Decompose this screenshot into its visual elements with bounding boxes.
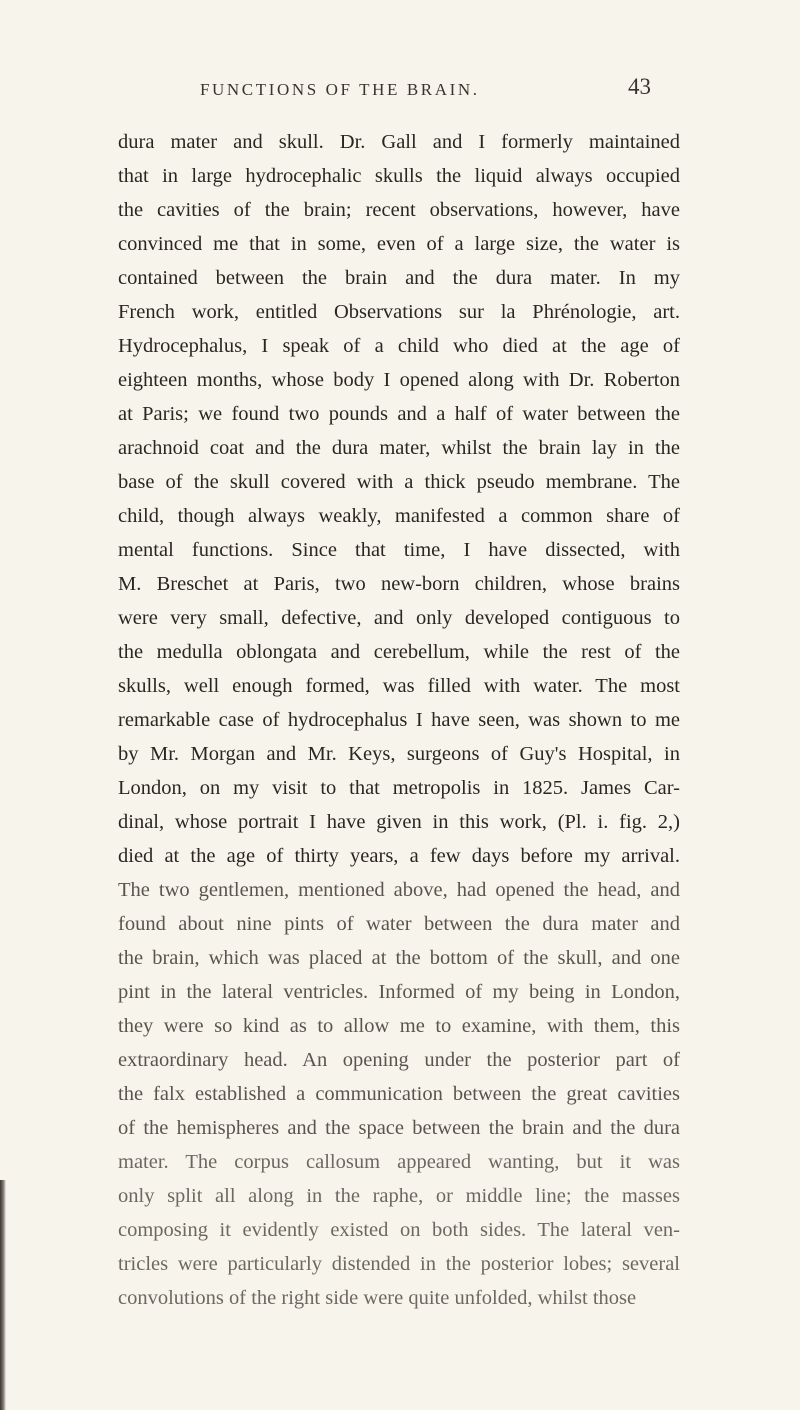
text-line: skulls, well enough formed, was filled with water. The most — [118, 675, 680, 697]
text-line: child, though always weakly, manifested a common share of — [118, 505, 680, 527]
text-line: found about nine pints of water between the dura mater and — [118, 913, 680, 935]
text-line: mater. The corpus callosum appeared wanting, but it was — [118, 1151, 680, 1173]
text-line: that in large hydrocephalic skulls the liquid always occupied — [118, 165, 680, 187]
text-line: the brain, which was placed at the bottom of the skull, and one — [118, 947, 680, 969]
text-line: base of the skull covered with a thick pseudo membrane. The — [118, 471, 680, 493]
text-line: died at the age of thirty years, a few days before my arrival. — [118, 845, 680, 867]
text-line: arachnoid coat and the dura mater, whilst the brain lay in the — [118, 437, 680, 459]
text-line: eighteen months, whose body I opened along with Dr. Roberton — [118, 369, 680, 391]
text-line: contained between the brain and the dura mater. In my — [118, 267, 680, 289]
text-line: dinal, whose portrait I have given in this work, (Pl. i. fig. 2,) — [118, 811, 680, 833]
text-line: tricles were particularly distended in the posterior lobes; several — [118, 1253, 680, 1275]
text-line: composing it evidently existed on both sides. The lateral ven- — [118, 1219, 680, 1241]
running-title: FUNCTIONS OF THE BRAIN. — [200, 80, 480, 99]
text-line: the falx established a communication between the great cavities — [118, 1083, 680, 1105]
text-line: at Paris; we found two pounds and a half of water between the — [118, 403, 680, 425]
text-line: only split all along in the raphe, or middle line; the masses — [118, 1185, 680, 1207]
text-line: London, on my visit to that metropolis in 1825. James Car- — [118, 777, 680, 799]
text-line: Hydrocephalus, I speak of a child who died at the age of — [118, 335, 680, 357]
text-line: pint in the lateral ventricles. Informed of my being in London, — [118, 981, 680, 1003]
text-line: were very small, defective, and only developed contiguous to — [118, 607, 680, 629]
text-line: they were so kind as to allow me to examine, with them, this — [118, 1015, 680, 1037]
page-header — [0, 74, 800, 108]
text-line: convinced me that in some, even of a large size, the water is — [118, 233, 680, 255]
text-line: dura mater and skull. Dr. Gall and I formerly maintained — [118, 131, 680, 153]
text-line: remarkable case of hydrocephalus I have seen, was shown to me — [118, 709, 680, 731]
text-line: extraordinary head. An opening under the posterior part of — [118, 1049, 680, 1071]
text-line: mental functions. Since that time, I have dissected, with — [118, 539, 680, 561]
text-line: M. Breschet at Paris, two new-born children, whose brains — [118, 573, 680, 595]
page-edge-shadow — [0, 1180, 6, 1410]
text-line: the medulla oblongata and cerebellum, while the rest of the — [118, 641, 680, 663]
text-line: The two gentlemen, mentioned above, had opened the head, and — [118, 879, 680, 901]
text-line: the cavities of the brain; recent observations, however, have — [118, 199, 680, 221]
text-line: by Mr. Morgan and Mr. Keys, surgeons of Guy's Hospital, in — [118, 743, 680, 765]
text-line: French work, entitled Observations sur la Phrénologie, art. — [118, 301, 680, 323]
text-line: convolutions of the right side were quite unfolded, whilst those — [118, 1287, 637, 1309]
text-line: of the hemispheres and the space between the brain and the dura — [118, 1117, 680, 1139]
page-number: 43 — [628, 74, 651, 99]
